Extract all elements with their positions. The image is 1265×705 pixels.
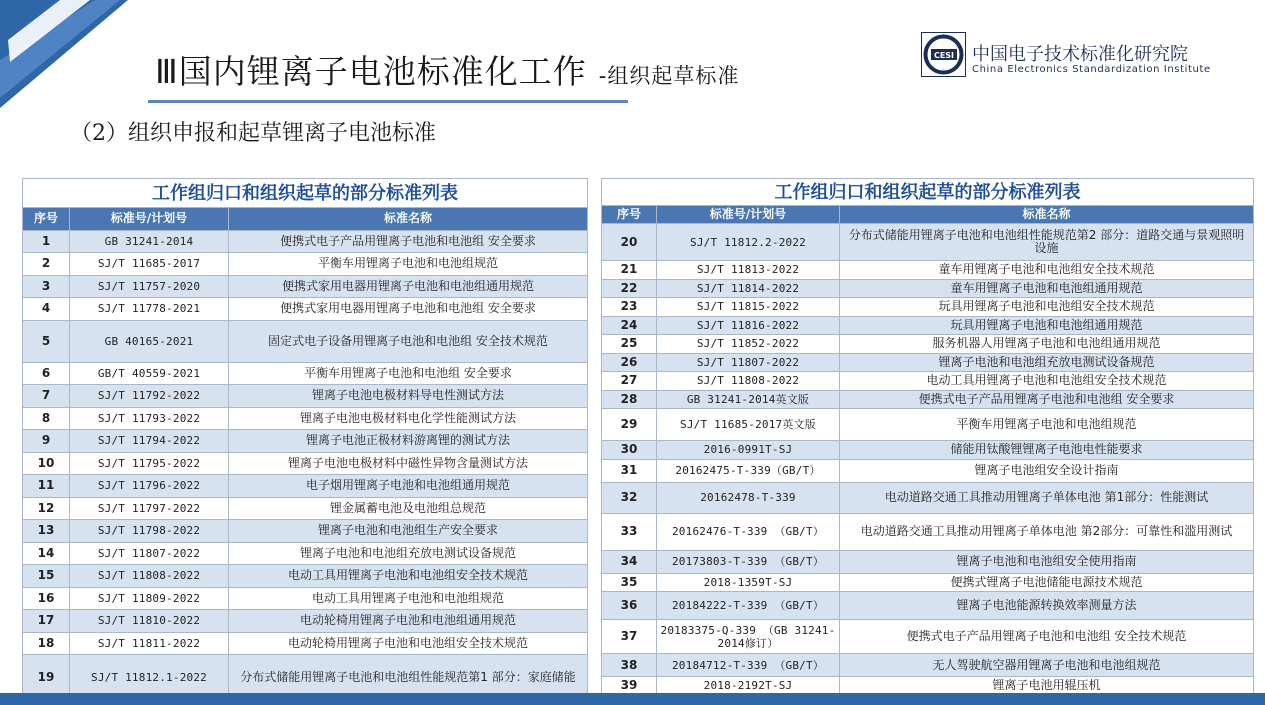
standard-code: SJ/T 11808-2022: [70, 565, 229, 588]
standard-name: 电动工具用锂离子电池和电池组安全技术规范: [840, 372, 1254, 391]
table-row: [23, 253, 588, 276]
header-no: 序号: [602, 206, 657, 224]
row-number: 15: [23, 565, 70, 588]
table-row: [602, 353, 1254, 372]
standard-code: SJ/T 11778-2021: [70, 298, 229, 321]
standard-code: 2016-0991T-SJ: [657, 441, 840, 460]
standard-code: SJ/T 11809-2022: [70, 587, 229, 610]
standard-code: SJ/T 11796-2022: [70, 475, 229, 498]
row-number: 14: [23, 542, 70, 565]
table-row: [23, 565, 588, 588]
table-row: [23, 430, 588, 453]
standard-name: 锂金属蓄电池及电池组总规范: [229, 497, 588, 520]
header-name: 标准名称: [229, 208, 588, 231]
standard-name: 童车用锂离子电池和电池组通用规范: [840, 279, 1254, 298]
row-number: 10: [23, 452, 70, 475]
row-number: 8: [23, 407, 70, 430]
row-number: 27: [602, 372, 657, 391]
row-number: 1: [23, 230, 70, 253]
corner-decoration: [0, 0, 130, 110]
standard-code: SJ/T 11813-2022: [657, 261, 840, 280]
standard-name: 电动工具用锂离子电池和电池组规范: [229, 587, 588, 610]
standard-code: SJ/T 11795-2022: [70, 452, 229, 475]
header-code: 标准号/计划号: [70, 208, 229, 231]
footer-bar: [0, 693, 1265, 705]
standard-name: 电动轮椅用锂离子电池和电池组通用规范: [229, 610, 588, 633]
table-row: [602, 441, 1254, 460]
standard-code: 20173803-T-339 （GB/T）: [657, 550, 840, 573]
header-code: 标准号/计划号: [657, 206, 840, 224]
table-row: [602, 261, 1254, 280]
table-row: [23, 520, 588, 543]
table-row: [23, 497, 588, 520]
standard-name: 平衡车用锂离子电池和电池组规范: [840, 409, 1254, 441]
row-number: 31: [602, 459, 657, 482]
standard-code: GB 31241-2014英文版: [657, 390, 840, 409]
org-name-en: China Electronics Standardization Institute: [972, 64, 1211, 75]
table-row: [23, 275, 588, 298]
title-main: Ⅲ国内锂离子电池标准化工作: [155, 52, 587, 91]
row-number: 30: [602, 441, 657, 460]
standard-code: SJ/T 11807-2022: [657, 353, 840, 372]
table-row: [23, 320, 588, 362]
standard-name: 锂离子电池和电池组充放电测试设备规范: [840, 353, 1254, 372]
table-row: [23, 230, 588, 253]
standard-code: 20162478-T-339: [657, 482, 840, 513]
table-row: [23, 362, 588, 385]
table-row: [23, 385, 588, 408]
table-row: [602, 409, 1254, 441]
table-row: [602, 390, 1254, 409]
standard-code: SJ/T 11815-2022: [657, 298, 840, 317]
row-number: 36: [602, 592, 657, 620]
table-row: [602, 550, 1254, 573]
row-number: 33: [602, 513, 657, 550]
standard-name: 电子烟用锂离子电池和电池组通用规范: [229, 475, 588, 498]
row-number: 28: [602, 390, 657, 409]
table-row: [602, 316, 1254, 335]
standard-code: SJ/T 11792-2022: [70, 385, 229, 408]
row-number: 4: [23, 298, 70, 321]
row-number: 35: [602, 573, 657, 592]
standard-name: 便携式锂离子电池储能电源技术规范: [840, 573, 1254, 592]
row-number: 23: [602, 298, 657, 317]
standard-name: 服务机器人用锂离子电池和电池组通用规范: [840, 335, 1254, 354]
row-number: 13: [23, 520, 70, 543]
row-number: 2: [23, 253, 70, 276]
header-name: 标准名称: [840, 206, 1254, 224]
row-number: 12: [23, 497, 70, 520]
table-row: [602, 372, 1254, 391]
standard-code: SJ/T 11797-2022: [70, 497, 229, 520]
standard-code: SJ/T 11814-2022: [657, 279, 840, 298]
standard-name: 电动轮椅用锂离子电池和电池组安全技术规范: [229, 632, 588, 655]
standard-code: SJ/T 11816-2022: [657, 316, 840, 335]
standard-name: 锂离子电池和电池组生产安全要求: [229, 520, 588, 543]
standard-name: 玩具用锂离子电池和电池组通用规范: [840, 316, 1254, 335]
row-number: 6: [23, 362, 70, 385]
table-row: [23, 298, 588, 321]
standard-code: SJ/T 11794-2022: [70, 430, 229, 453]
standard-code: SJ/T 11798-2022: [70, 520, 229, 543]
standard-code: 20183375-Q-339 （GB 31241-2014修订）: [657, 620, 840, 654]
table-header-row: [602, 206, 1254, 224]
standard-name: 分布式储能用锂离子电池和电池组性能规范第2 部分：道路交通与景观照明设施: [840, 224, 1254, 261]
standard-name: 电动道路交通工具推动用锂离子单体电池 第1部分：性能测试: [840, 482, 1254, 513]
title-subtitle: -组织起草标准: [598, 64, 740, 88]
row-number: 29: [602, 409, 657, 441]
standard-code: SJ/T 11808-2022: [657, 372, 840, 391]
standard-name: 锂离子电池和电池组安全使用指南: [840, 550, 1254, 573]
row-number: 22: [602, 279, 657, 298]
section-heading: （2）组织申报和起草锂离子电池标准: [70, 121, 436, 146]
row-number: 17: [23, 610, 70, 633]
row-number: 11: [23, 475, 70, 498]
standard-name: 便携式家用电器用锂离子电池和电池组 安全要求: [229, 298, 588, 321]
row-number: 38: [602, 654, 657, 677]
table-row: [23, 407, 588, 430]
cesi-logo: [921, 32, 966, 77]
row-number: 9: [23, 430, 70, 453]
table-row: [602, 513, 1254, 550]
row-number: 7: [23, 385, 70, 408]
standard-name: 储能用钛酸锂锂离子电池电性能要求: [840, 441, 1254, 460]
standards-table-left: [22, 178, 588, 700]
row-number: 21: [602, 261, 657, 280]
table-row: [23, 475, 588, 498]
standard-name: 便携式电子产品用锂离子电池和电池组 安全要求: [840, 390, 1254, 409]
row-number: 37: [602, 620, 657, 654]
standard-code: 2018-2192T-SJ: [657, 677, 840, 695]
standard-name: 童车用锂离子电池和电池组安全技术规范: [840, 261, 1254, 280]
table-row: [602, 459, 1254, 482]
row-number: 32: [602, 482, 657, 513]
table-row: [602, 654, 1254, 677]
row-number: 19: [23, 655, 70, 700]
standard-name: 锂离子电池用辊压机: [840, 677, 1254, 695]
table-row: [602, 224, 1254, 261]
standard-code: 20162475-T-339（GB/T）: [657, 459, 840, 482]
table-row: [23, 632, 588, 655]
row-number: 26: [602, 353, 657, 372]
standard-code: GB 40165-2021: [70, 320, 229, 362]
title-underline: [148, 100, 628, 103]
table-row: [23, 610, 588, 633]
table-row: [602, 573, 1254, 592]
standard-code: SJ/T 11812.1-2022: [70, 655, 229, 700]
standard-name: 固定式电子设备用锂离子电池和电池组 安全技术规范: [229, 320, 588, 362]
standard-name: 电动道路交通工具推动用锂离子单体电池 第2部分：可靠性和滥用测试: [840, 513, 1254, 550]
standard-name: 锂离子电池电极材料中磁性异物含量测试方法: [229, 452, 588, 475]
row-number: 5: [23, 320, 70, 362]
table-row: [23, 542, 588, 565]
standard-code: SJ/T 11810-2022: [70, 610, 229, 633]
row-number: 18: [23, 632, 70, 655]
standard-code: 2018-1359T-SJ: [657, 573, 840, 592]
row-number: 20: [602, 224, 657, 261]
row-number: 39: [602, 677, 657, 695]
standard-name: 便携式电子产品用锂离子电池和电池组 安全技术规范: [840, 620, 1254, 654]
standard-code: GB 31241-2014: [70, 230, 229, 253]
table-row: [602, 279, 1254, 298]
row-number: 34: [602, 550, 657, 573]
standard-name: 平衡车用锂离子电池和电池组规范: [229, 253, 588, 276]
standard-code: 20184222-T-339 （GB/T）: [657, 592, 840, 620]
table-row: [602, 592, 1254, 620]
standard-code: SJ/T 11685-2017: [70, 253, 229, 276]
standard-code: SJ/T 11757-2020: [70, 275, 229, 298]
table-caption: 工作组归口和组织起草的部分标准列表: [602, 179, 1254, 206]
table-header-row: [23, 208, 588, 231]
standard-name: 玩具用锂离子电池和电池组安全技术规范: [840, 298, 1254, 317]
row-number: 25: [602, 335, 657, 354]
standard-name: 无人驾驶航空器用锂离子电池和电池组规范: [840, 654, 1254, 677]
table-row: [23, 452, 588, 475]
standard-name: 便携式电子产品用锂离子电池和电池组 安全要求: [229, 230, 588, 253]
standard-code: GB/T 40559-2021: [70, 362, 229, 385]
standard-code: SJ/T 11685-2017英文版: [657, 409, 840, 441]
row-number: 24: [602, 316, 657, 335]
standard-name: 锂离子电池正极材料游离锂的测试方法: [229, 430, 588, 453]
standard-name: 锂离子电池组安全设计指南: [840, 459, 1254, 482]
standard-name: 平衡车用锂离子电池和电池组 安全要求: [229, 362, 588, 385]
table-row: [602, 298, 1254, 317]
standard-code: 20184712-T-339 （GB/T）: [657, 654, 840, 677]
table-row: [602, 482, 1254, 513]
row-number: 16: [23, 587, 70, 610]
standards-table-right: [601, 178, 1254, 695]
table-row: [23, 587, 588, 610]
standard-code: SJ/T 11852-2022: [657, 335, 840, 354]
standard-code: SJ/T 11807-2022: [70, 542, 229, 565]
standard-name: 电动工具用锂离子电池和电池组安全技术规范: [229, 565, 588, 588]
standard-code: SJ/T 11793-2022: [70, 407, 229, 430]
standard-name: 分布式储能用锂离子电池和电池组性能规范第1 部分：家庭储能: [229, 655, 588, 700]
standard-name: 锂离子电池电极材料导电性测试方法: [229, 385, 588, 408]
table-caption: 工作组归口和组织起草的部分标准列表: [23, 179, 588, 208]
page-title: [155, 46, 739, 93]
standard-code: SJ/T 11811-2022: [70, 632, 229, 655]
logo-text: CESI: [933, 51, 955, 60]
org-name-cn: 中国电子技术标准化研究院: [972, 44, 1188, 65]
standard-name: 锂离子电池和电池组充放电测试设备规范: [229, 542, 588, 565]
row-number: 3: [23, 275, 70, 298]
standard-name: 锂离子电池能源转换效率测量方法: [840, 592, 1254, 620]
table-row: [602, 677, 1254, 695]
standard-code: 20162476-T-339 （GB/T）: [657, 513, 840, 550]
standard-code: SJ/T 11812.2-2022: [657, 224, 840, 261]
header-no: 序号: [23, 208, 70, 231]
table-row: [602, 335, 1254, 354]
standard-name: 便携式家用电器用锂离子电池和电池组通用规范: [229, 275, 588, 298]
table-row: [602, 620, 1254, 654]
standard-name: 锂离子电池电极材料电化学性能测试方法: [229, 407, 588, 430]
